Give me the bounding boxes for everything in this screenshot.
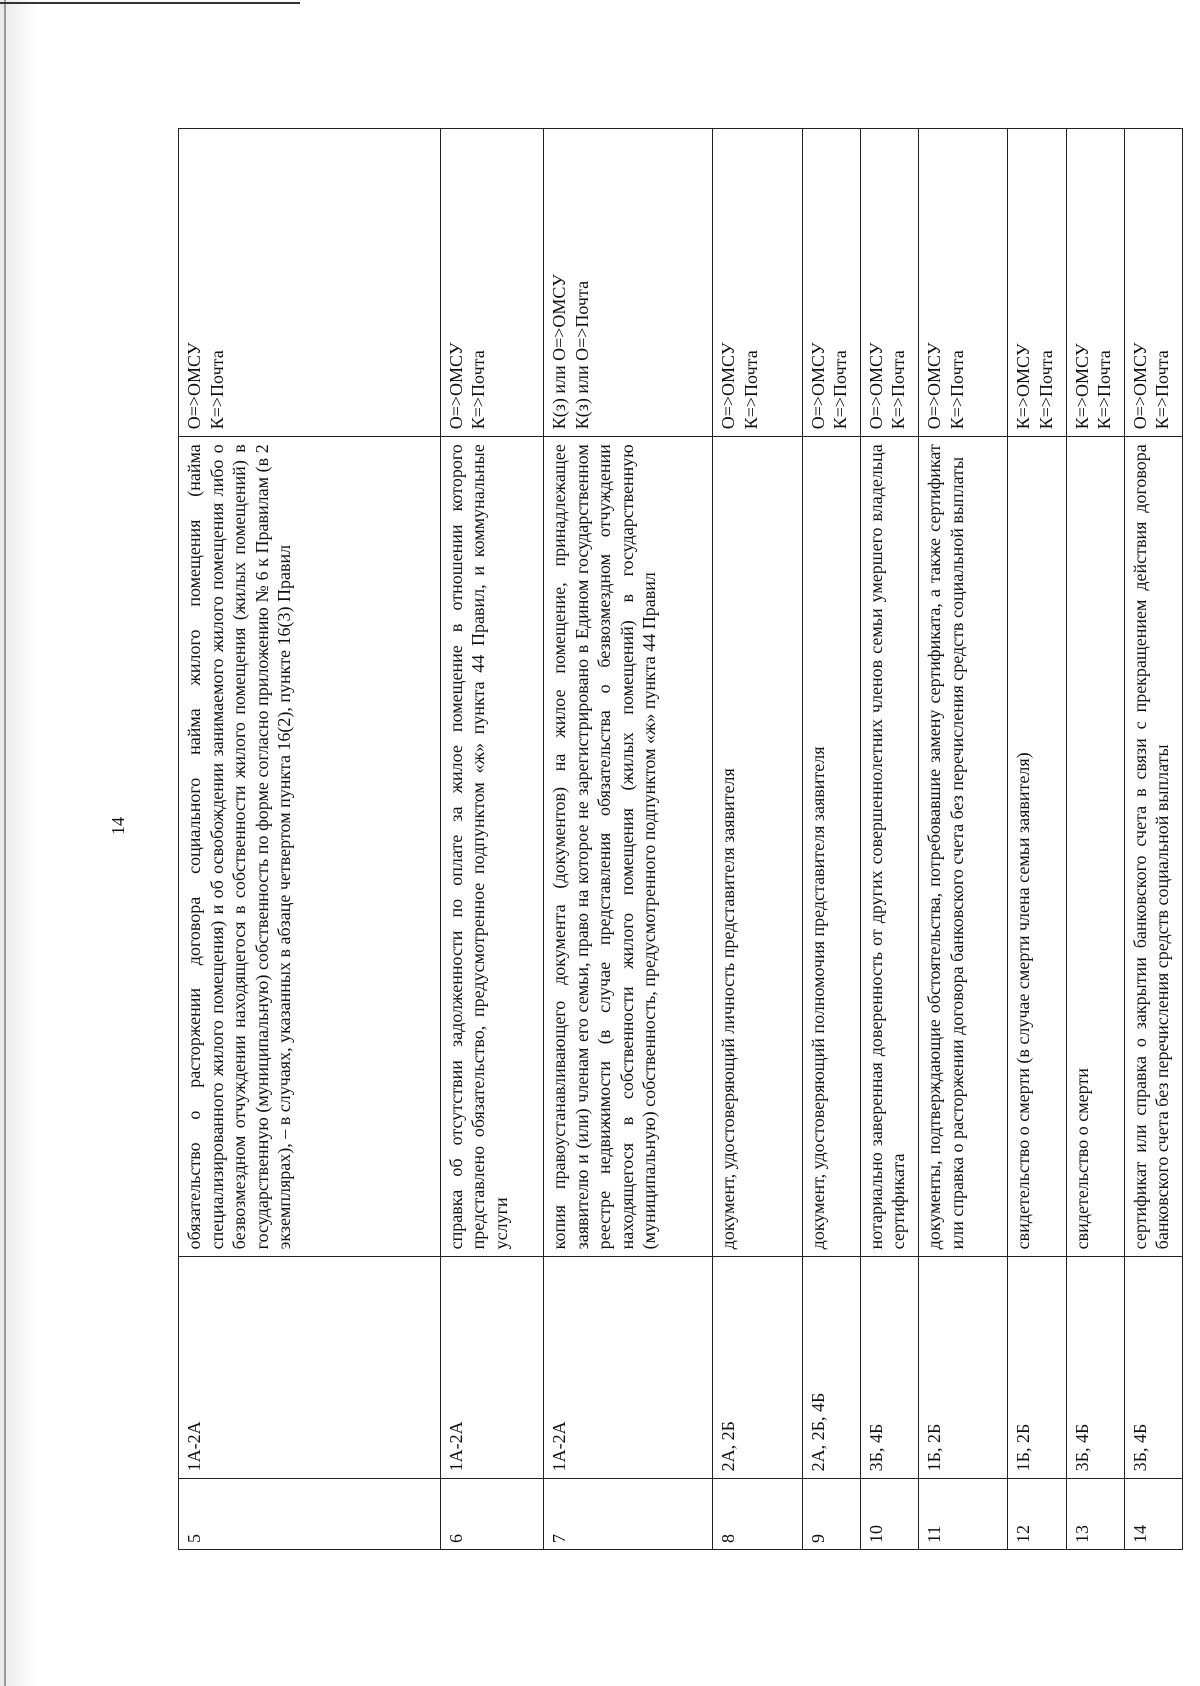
delivery-line: О=>ОМСУ bbox=[718, 342, 739, 430]
applicant-groups: 1А-2А bbox=[544, 1257, 713, 1479]
table-row bbox=[179, 129, 441, 1550]
document-description: копия правоустанавливающего документа (документов) на жилое помещение, принадлежащее заявителю и (или) членам его семьи, право на которое не зарегистрировано в Едином государственном реестре недвижимости (в случае представления обязательства о безвозмездном отчуждении находящегося в собственности жилого помещения (жилых помещений) в государственную (муниципальную) собственность, предусмотренного подпунктом «ж» пункта 44 Правил bbox=[544, 437, 713, 1257]
delivery-line: О=>ОМСУ bbox=[184, 342, 204, 430]
document-description: свидетельство о смерти bbox=[1066, 437, 1124, 1257]
delivery-line: К=>Почта bbox=[740, 350, 761, 430]
applicant-groups: 2А, 2Б, 4Б bbox=[802, 1257, 860, 1479]
row-number: 14 bbox=[1124, 1479, 1182, 1550]
page-number: 14 bbox=[108, 817, 128, 835]
table-body bbox=[179, 129, 1183, 1550]
delivery-line: О=>ОМСУ bbox=[1129, 342, 1150, 430]
table-row bbox=[802, 129, 860, 1550]
delivery-method bbox=[544, 129, 713, 437]
documents-table bbox=[178, 128, 1183, 1550]
delivery-line: К=>ОМСУ bbox=[1013, 343, 1034, 430]
table-row bbox=[860, 129, 918, 1550]
document-description: нотариально заверенная доверенность от других совершеннолетних членов семьи умершего владельца сертификата bbox=[860, 437, 918, 1257]
delivery-line: О=>ОМСУ bbox=[865, 342, 886, 430]
document-description: документ, удостоверяющий личность представителя заявителя bbox=[713, 437, 802, 1257]
delivery-line: К=>Почта bbox=[468, 350, 489, 430]
delivery-method bbox=[1008, 129, 1066, 437]
rotated-table-container bbox=[178, 128, 1183, 1550]
row-number: 7 bbox=[544, 1479, 713, 1550]
table-row bbox=[713, 129, 802, 1550]
document-description: документ, удостоверяющий полномочия представителя заявителя bbox=[802, 437, 860, 1257]
delivery-method bbox=[802, 129, 860, 437]
delivery-method bbox=[919, 129, 1008, 437]
scan-edge-line bbox=[4, 0, 6, 1686]
document-description: сертификат или справка о закрытии банковского счета в связи с прекращением действия договора банковского счета без перечисления средств социальной выплаты bbox=[1124, 437, 1182, 1257]
delivery-method bbox=[1066, 129, 1124, 437]
applicant-groups: 3Б, 4Б bbox=[1066, 1257, 1124, 1479]
top-rule bbox=[0, 2, 300, 4]
table-row bbox=[544, 129, 713, 1550]
delivery-method bbox=[1124, 129, 1182, 437]
delivery-line: К=>ОМСУ bbox=[1071, 343, 1092, 430]
row-number: 9 bbox=[802, 1479, 860, 1550]
table-row bbox=[440, 129, 543, 1550]
delivery-line: К(з) или О=>ОМСУ bbox=[549, 274, 570, 430]
row-number: 5 bbox=[179, 1479, 441, 1550]
table-row bbox=[1066, 129, 1124, 1550]
applicant-groups: 1А-2А bbox=[440, 1257, 543, 1479]
delivery-line: К=>Почта bbox=[206, 350, 227, 430]
table-row bbox=[1008, 129, 1066, 1550]
document-description: документы, подтверждающие обстоятельства, потребовавшие замену сертификата, а также сертификат или справка о расторжении договора банковского счета без перечисления средств социальной выплаты bbox=[919, 437, 1008, 1257]
delivery-line: К=>Почта bbox=[888, 350, 909, 430]
table-row bbox=[919, 129, 1008, 1550]
row-number: 6 bbox=[440, 1479, 543, 1550]
applicant-groups: 1Б, 2Б bbox=[919, 1257, 1008, 1479]
applicant-groups: 1А-2А bbox=[179, 1257, 441, 1479]
delivery-line: К=>Почта bbox=[1035, 350, 1056, 430]
table-row bbox=[1124, 129, 1182, 1550]
document-description: обязательство о расторжении договора социального найма жилого помещения (найма специализированного жилого помещения) и об освобождении занимаемого жилого помещения либо о безвозмездном отчуждении находящегося в собственности жилого помещения (жилых помещений) в государственную (муниципальную) собственность по форме согласно приложению № 6 к Правилам (в 2 экземплярах), – в случаях, указанных в абзаце четвертом пункта 16(2), пункте 16(3) Правил bbox=[179, 437, 441, 1257]
row-number: 13 bbox=[1066, 1479, 1124, 1550]
row-number: 8 bbox=[713, 1479, 802, 1550]
document-description: свидетельство о смерти (в случае смерти члена семьи заявителя) bbox=[1008, 437, 1066, 1257]
row-number: 12 bbox=[1008, 1479, 1066, 1550]
delivery-line: О=>ОМСУ bbox=[924, 342, 945, 430]
delivery-method bbox=[179, 129, 441, 437]
delivery-method bbox=[713, 129, 802, 437]
delivery-method bbox=[440, 129, 543, 437]
applicant-groups: 3Б, 4Б bbox=[860, 1257, 918, 1479]
delivery-line: К(з) или О=>Почта bbox=[571, 280, 592, 430]
row-number: 10 bbox=[860, 1479, 918, 1550]
applicant-groups: 2А, 2Б bbox=[713, 1257, 802, 1479]
applicant-groups: 1Б, 2Б bbox=[1008, 1257, 1066, 1479]
delivery-line: К=>Почта bbox=[830, 350, 851, 430]
applicant-groups: 3Б, 4Б bbox=[1124, 1257, 1182, 1479]
delivery-line: К=>Почта bbox=[946, 350, 967, 430]
delivery-line: К=>Почта bbox=[1094, 350, 1115, 430]
row-number: 11 bbox=[919, 1479, 1008, 1550]
delivery-method bbox=[860, 129, 918, 437]
document-description: справка об отсутствии задолженности по оплате за жилое помещение в отношении которого представлено обязательство, предусмотренное подпунктом «ж» пункта 44 Правил, и коммунальные услуги bbox=[440, 437, 543, 1257]
delivery-line: К=>Почта bbox=[1152, 350, 1173, 430]
delivery-line: О=>ОМСУ bbox=[445, 342, 466, 430]
delivery-line: О=>ОМСУ bbox=[807, 342, 828, 430]
